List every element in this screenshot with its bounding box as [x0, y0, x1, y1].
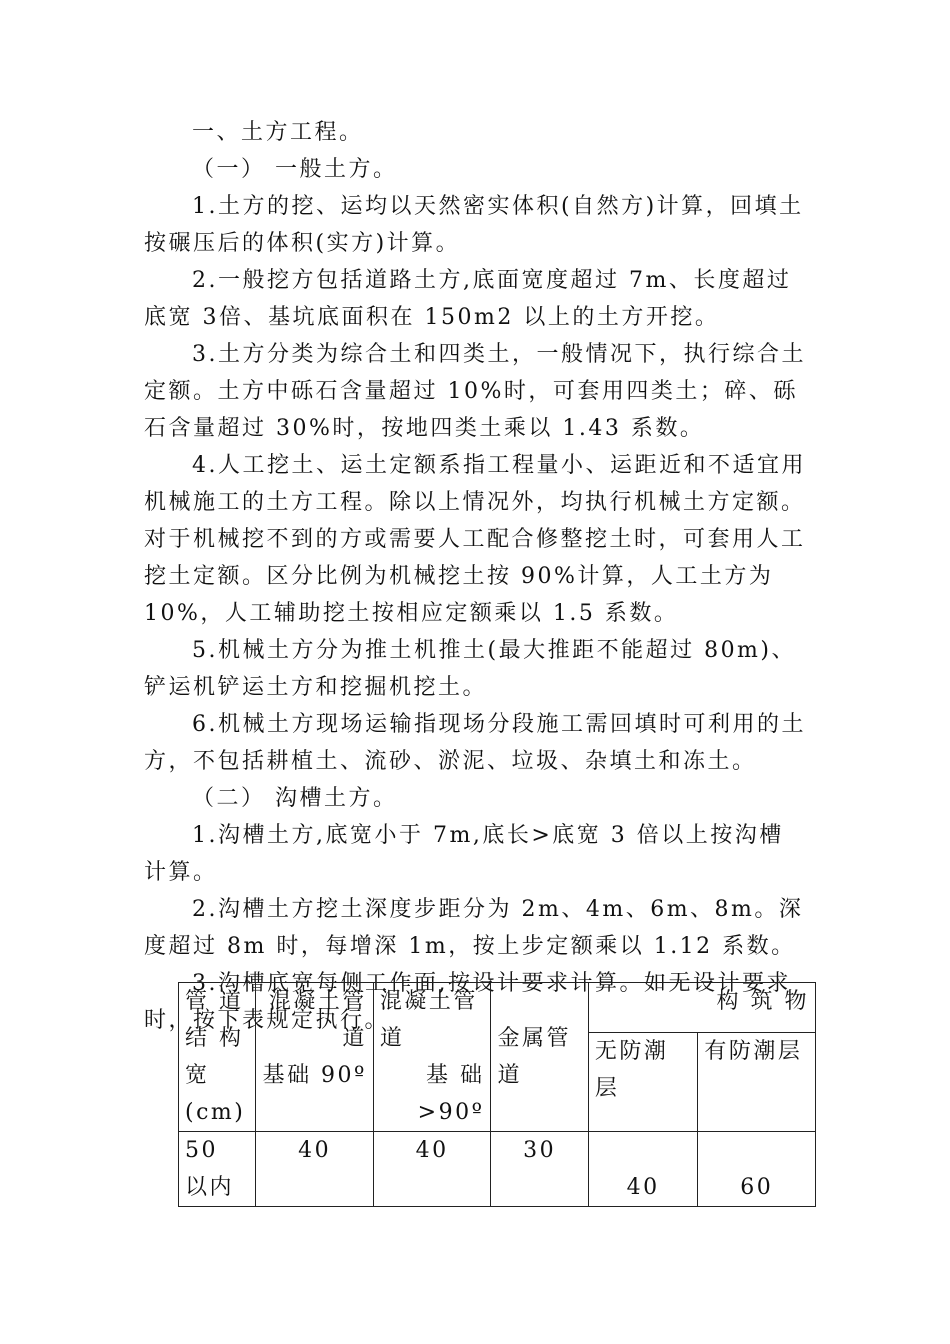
subsection-heading: （一） 一般土方。	[192, 157, 398, 182]
paragraph: 1.沟槽土方,底宽小于 7m,底长>底宽 3 倍以上按沟槽计算。	[144, 823, 784, 885]
paragraph: 5.机械土方分为推土机推土(最大推距不能超过 80m)、铲运机铲运土方和挖掘机挖土。	[144, 638, 797, 700]
section-heading: 一、土方工程。	[192, 120, 364, 145]
document-body	[144, 114, 808, 1039]
header-metal-pipe: 金属管道	[491, 983, 588, 1132]
cell-width: 50 以内	[179, 1132, 256, 1207]
header-pipe-width: 管 道 结 构 宽 (cm)	[179, 983, 256, 1132]
cell-metal-pipe: 30	[491, 1132, 588, 1207]
table-header-row	[179, 983, 816, 1033]
paragraph: 2.一般挖方包括道路土方,底面宽度超过 7m、长度超过底宽 3倍、基坑底面积在 150m2 以上的土方开挖。	[144, 268, 792, 330]
header-with-moisture-layer: 有防潮层	[698, 1033, 816, 1132]
paragraph: 2.沟槽土方挖土深度步距分为 2m、4m、6m、8m。深度超过 8m 时，每增深 1m，按上步定额乘以 1.12 系数。	[144, 897, 804, 959]
paragraph: 6.机械土方现场运输指现场分段施工需回填时可利用的土方，不包括耕植土、流砂、淤泥、垃圾、杂填土和冻土。	[144, 712, 806, 774]
cell-with-moisture-layer: 60	[698, 1132, 816, 1207]
header-concrete-gt90: 混凝土管道 基 础 >90º	[373, 983, 491, 1132]
table-row	[179, 1132, 816, 1207]
subsection-heading: （二） 沟槽土方。	[192, 786, 398, 811]
paragraph: 3.土方分类为综合土和四类土，一般情况下，执行综合土定额。土方中砾石含量超过 10%时，可套用四类土；碎、砾石含量超过 30%时，按地四类土乘以 1.43 系数。	[144, 342, 806, 441]
header-no-moisture-layer: 无防潮层	[588, 1033, 698, 1132]
header-structure: 构 筑 物	[588, 983, 815, 1033]
paragraph: 4.人工挖土、运土定额系指工程量小、运距近和不适宜用机械施工的土方工程。除以上情况外，均执行机械土方定额。对于机械挖不到的方或需要人工配合修整挖土时，可套用人工挖土定额。区分比例为机械挖土按 90%计算，人工土方为 10%，人工辅助挖土按相应定额乘以 1.5 系数。	[144, 453, 806, 626]
paragraph: 3.沟槽底宽每侧工作面,按设计要求计算。如无设计要求时，按下表规定执行。	[144, 971, 791, 1033]
cell-no-moisture-layer: 40	[588, 1132, 698, 1207]
header-concrete-90: 混凝土管道 基础 90º	[256, 983, 374, 1132]
work-surface-table	[178, 982, 816, 1207]
cell-concrete-gt90: 40	[373, 1132, 491, 1207]
paragraph: 1.土方的挖、运均以天然密实体积(自然方)计算，回填土按碾压后的体积(实方)计算。	[144, 194, 804, 256]
cell-concrete-90: 40	[256, 1132, 374, 1207]
